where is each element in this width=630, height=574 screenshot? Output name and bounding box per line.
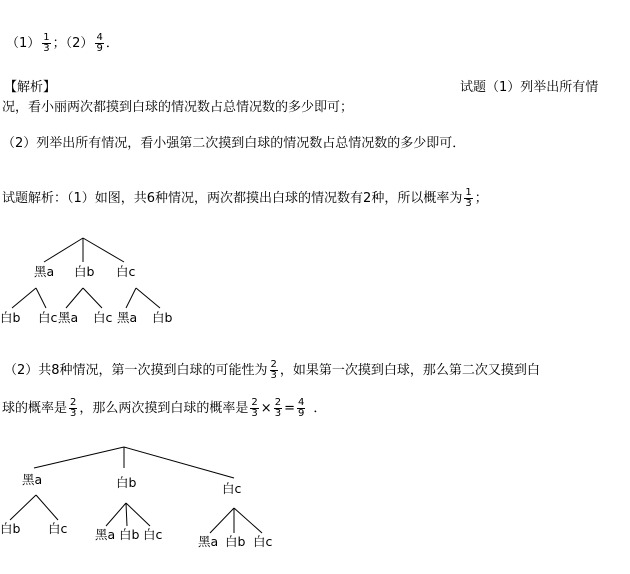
tree2-node-l2-1: 白b: [0, 521, 21, 536]
tree1-node-l1-white-c: 白c: [116, 264, 136, 279]
answer1-fraction: $\frac{1}{3}$: [43, 32, 50, 54]
solution2-end: ．: [313, 401, 327, 416]
tree1-node-l2-1: 白b: [0, 310, 21, 325]
tree2-node-l2-6: 黑a: [198, 534, 219, 549]
analysis-part2: （2）列举出所有情况，看小强第二次摸到白球的情况数占总情况数的多少即可．: [2, 136, 466, 151]
tree2-node-l1-black-a: 黑a: [22, 472, 43, 487]
solution2-fraction1: $\frac{2}{3}$: [270, 359, 277, 381]
answer-part1-label: （1）: [6, 36, 41, 51]
solution1-end: ；: [474, 191, 488, 206]
tree2-node-l1-white-c: 白c: [222, 481, 242, 496]
tree1-node-l2-6: 白b: [152, 310, 173, 325]
answer-end: ．: [105, 36, 119, 51]
tree1-node-l2-5: 黑a: [117, 310, 138, 325]
solution2-text2: ，如果第一次摸到白球，那么第二次又摸到白: [279, 363, 540, 378]
tree2-node-l2-4: 白b: [119, 527, 140, 542]
solution2-text1: （2）共8种情况，第一次摸到白球的可能性为: [4, 363, 268, 378]
tree2-node-l2-2: 白c: [48, 521, 68, 536]
analysis-header: 【解析】: [4, 80, 57, 95]
tree1-node-l2-3: 黑a: [58, 310, 79, 325]
solution2-fraction2: $\frac{2}{3}$: [70, 397, 77, 419]
solution2-fraction4: $\frac{2}{3}$: [274, 397, 282, 419]
solution2-text3: 球的概率是: [2, 401, 68, 416]
analysis-intro-cont: 况，看小丽两次都摸到白球的情况数占总情况数的多少即可；: [2, 100, 354, 115]
tree1-node-l1-black-a: 黑a: [34, 264, 55, 279]
solution2-fraction3: $\frac{2}{3}$: [251, 397, 258, 419]
tree2-node-l2-3: 黑a: [95, 527, 116, 542]
solution1-fraction: $\frac{1}{3}$: [465, 187, 472, 209]
tree2-node-l2-5: 白c: [143, 527, 163, 542]
tree2-node-l2-7: 白b: [225, 534, 246, 549]
solution2-times: ×: [260, 401, 272, 416]
solution2-text4: ，那么两次摸到白球的概率是: [79, 401, 249, 416]
tree1-node-l2-4: 白c: [93, 310, 113, 325]
answer2-fraction: $\frac{4}{9}$: [96, 32, 103, 54]
analysis-intro-right: 试题（1）列举出所有情: [460, 80, 599, 95]
solution1-text: 试题解析：（1）如图，共6种情况，两次都摸出白球的情况数有2种，所以概率为: [2, 191, 463, 206]
tree2-node-l1-white-b: 白b: [116, 475, 137, 490]
tree2-node-l2-8: 白c: [253, 534, 273, 549]
tree1-node-l1-white-b: 白b: [74, 264, 95, 279]
solution2-fraction5: $\frac{4}{9}$: [297, 397, 305, 419]
solution2-equals: =: [284, 401, 295, 416]
tree1-node-l2-2: 白c: [38, 310, 58, 325]
answer-separator: ；（2）: [52, 36, 94, 51]
